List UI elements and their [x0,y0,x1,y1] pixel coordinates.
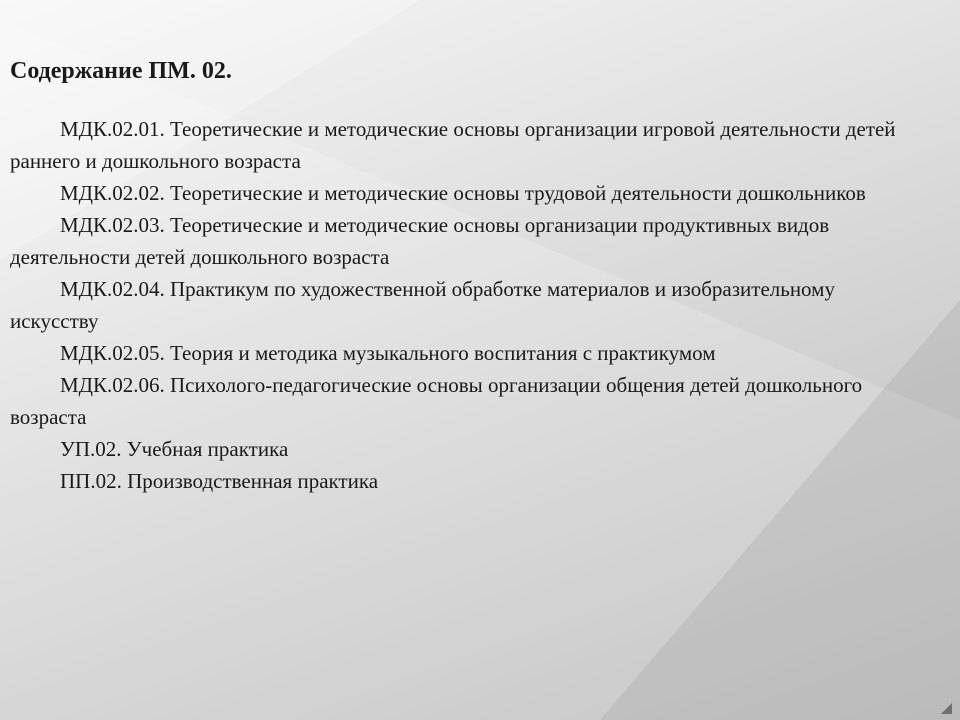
slide-content [10,55,910,497]
corner-arrow-icon[interactable] [938,700,954,716]
list-item: МДК.02.04. Практикум по художественной обработке материалов и изобразительному искусству [10,277,835,333]
list-item: МДК.02.03. Теоретические и методические основы организации продуктивных видов деятельности детей дошкольного возраста [10,213,830,269]
list-item: МДК.02.01. Теоретические и методические основы организации игровой деятельности детей раннего и дошкольного возраста [10,117,896,173]
module-list [10,113,910,497]
slide-title: Содержание ПМ. 02. [10,58,232,84]
list-item: МДК.02.06. Психолого-педагогические основы организации общения детей дошкольного возраста [10,373,863,429]
list-item: МДК.02.02. Теоретические и методические основы трудовой деятельности дошкольников [60,181,866,205]
list-item: ПП.02. Производственная практика [60,469,379,493]
list-item: УП.02. Учебная практика [60,437,289,461]
list-item: МДК.02.05. Теория и методика музыкального воспитания с практикумом [60,341,716,365]
